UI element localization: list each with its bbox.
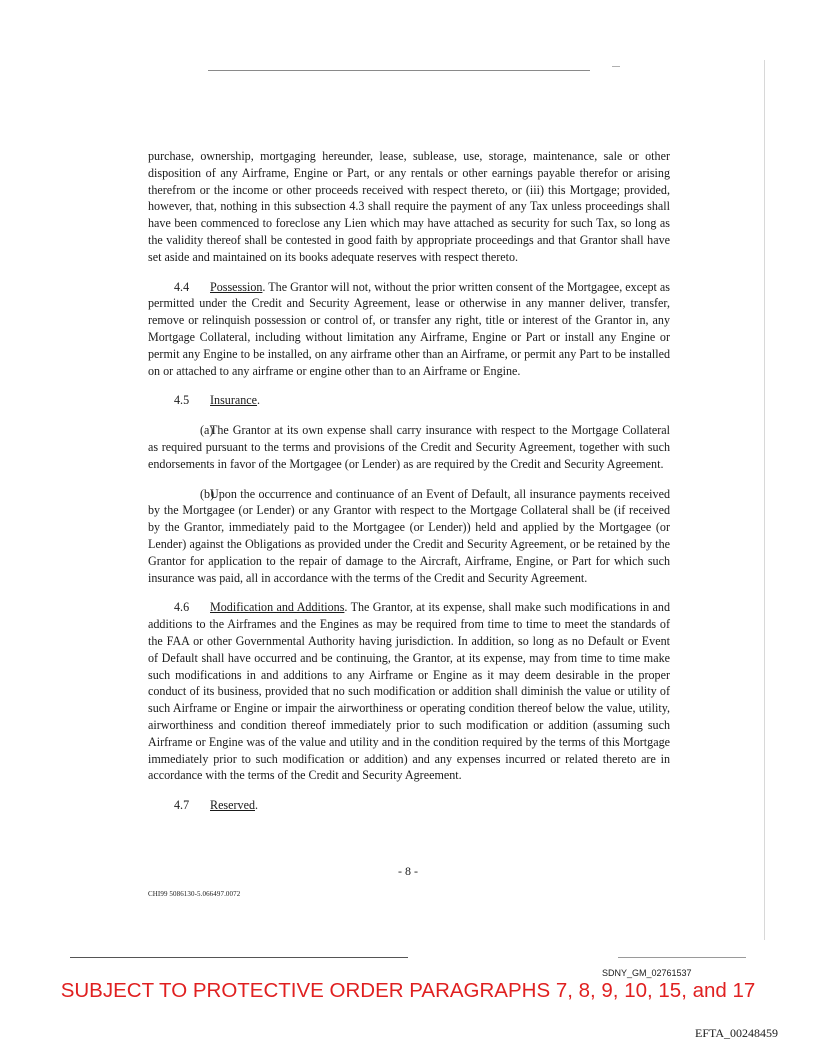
section-4-5-a <box>148 422 670 472</box>
bates-number: SDNY_GM_02761537 <box>602 968 692 978</box>
document-body <box>148 148 670 827</box>
efta-number: EFTA_00248459 <box>695 1026 779 1040</box>
section-4-4 <box>148 279 670 380</box>
section-title-tail: . <box>255 798 259 813</box>
page-edge-line <box>764 60 765 940</box>
continuation-paragraph: purchase, ownership, mortgaging hereunder, lease, sublease, use, storage, maintenance, sale or other disposition of any Airframe, Engine or Part, or any rentals or other earnings payable therefor or arising therefrom or the income or other proceeds received with respect thereto, or (iii) this Mortgage; provided, however, that, nothing in this subsection 4.3 shall require the payment of any Tax unless proceedings shall have been commenced to foreclose any Lien which may have attached as security for such Tax, so long as the validity thereof shall be contested in good faith by appropriate proceedings and that Grantor shall have set aside and maintained on its books adequate reserves with respect thereto. <box>148 149 670 264</box>
clause-text: Upon the occurrence and continuance of an Event of Default, all insurance payments received by the Mortgagee (or Lender) or any Grantor with respect to the Mortgage Collateral shall be (if received by the Grantor, immediately paid to the Mortgagee (or Lender)) held and applied by the Mortgagee (or Lender) against the Obligations as provided under the Credit and Security Agreement, or be retained by the Grantor for application to the repair of damage to the Aircraft, Airframe, Engine, or Part for which such insurance was paid, all in accordance with the terms of the Credit and Security Agreement. <box>148 486 670 585</box>
section-number: 4.4 <box>174 279 190 294</box>
bottom-scan-line-left <box>70 957 408 958</box>
section-text: . The Grantor, at its expense, shall make such modifications in and additions to the Airframes and the Engines as may be required from time to time to meet the standards of the FAA or other Governmental Authority having jurisdiction. In addition, so long as no Default or Event of Default shall have occurred and be continuing, the Grantor, at its expense, may from time to time make such modifications in and additions to any Airframe or Engine as it may deem desirable in the proper conduct of its business, provided that no such modification or addition shall diminish the value or utility of such Airframe or Engine or impair the airworthiness or operating condition thereof below the value, utility, airworthiness and condition thereof immediately prior to such modification or addition (assuming such Airframe or Engine was of the value and utility and in the condition required by the terms of this Mortgage immediately prior to such modification or addition) and any expenses incurred or related thereto are in accordance with the terms of the Credit and Security Agreement. <box>148 600 670 783</box>
clause-text: The Grantor at its own expense shall carry insurance with respect to the Mortgage Collateral as required pursuant to the terms and provisions of the Credit and Security Agreement, together with such endorsements in favor of the Mortgagee (or Lender) as are required by the Credit and Security Agreement. <box>148 423 670 471</box>
section-number: 4.5 <box>174 393 190 408</box>
section-4-6 <box>148 599 670 784</box>
protective-order-banner: SUBJECT TO PROTECTIVE ORDER PARAGRAPHS 7, 8, 9, 10, 15, and 17 <box>60 979 756 1002</box>
document-id: CHI99 5086130-5.066497.0072 <box>148 890 241 898</box>
section-text: . The Grantor will not, without the prior written consent of the Mortgagee, except as permitted under the Credit and Security Agreement, lease or otherwise in any manner deliver, transfer, remove or relinquish possession or control of, or transfer any right, title or interest of the Grantor in, any Mortgage Collateral, including without limitation any Airframe, Engine or Part or install any Engine or permit any Engine to be installed, on any airframe other than an Airframe, or permit any Part to be installed on or attached to any airframe or engine other than to an Airframe or Engine. <box>148 279 670 378</box>
section-title-tail: . <box>257 393 261 408</box>
top-scan-mark <box>612 66 620 67</box>
clause-label: (b) <box>200 486 215 501</box>
section-title: Insurance <box>210 393 258 408</box>
top-scan-line <box>208 70 590 71</box>
section-4-5-b <box>148 486 670 587</box>
section-4-7 <box>148 797 670 814</box>
section-number: 4.7 <box>174 798 190 813</box>
page-number: - 8 - <box>398 864 418 878</box>
section-title: Possession <box>210 279 263 294</box>
clause-label: (a) <box>200 423 214 438</box>
bottom-scan-line-right <box>618 957 746 958</box>
section-title: Modification and Additions <box>210 600 345 615</box>
section-4-5 <box>148 392 670 409</box>
section-number: 4.6 <box>174 600 190 615</box>
section-title: Reserved <box>210 798 255 813</box>
